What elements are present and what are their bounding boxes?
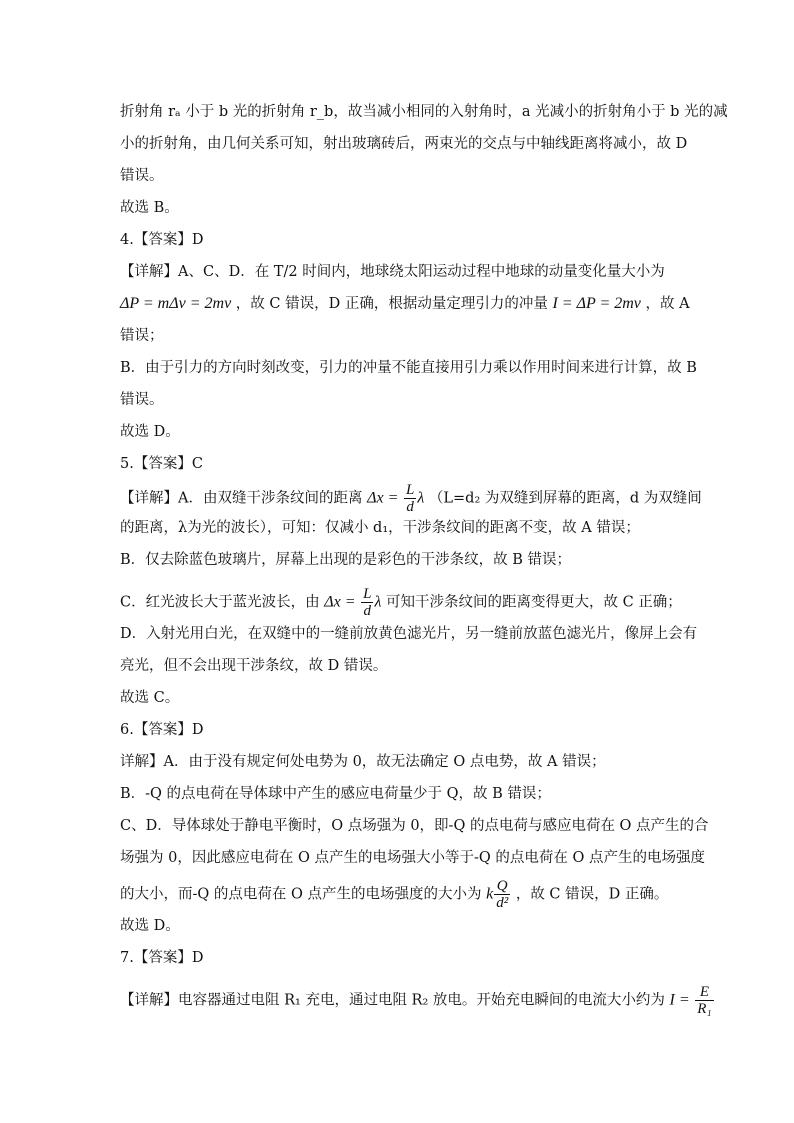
text-line: 场强为 0，因此感应电荷在 O 点产生的电场强大小等于-Q 的点电荷在 O 点产生的电场强度 [120, 850, 705, 866]
fraction-E-over-R1: $\frac{E}{\text{R₁}}$ [697, 984, 712, 1017]
text-line: 亮光，但不会出现干涉条纹，故 D 错误。 [120, 658, 388, 674]
text-line: 【详解】A、C、D．在 T/2 时间内，地球绕太阳运动过程中地球的动量变化量大小为 [120, 264, 665, 280]
text-segment: C．红光波长大于蓝光波长，由 [120, 594, 320, 611]
text-line-with-formula [120, 482, 702, 515]
text-segment: ，故 C 错误，D 正确，根据动量定理引力的冲量 [235, 296, 548, 312]
fringe-formula-lhs: Δx = [324, 593, 356, 611]
text-line: 故选 C。 [120, 690, 180, 706]
text-line-with-formula [120, 586, 682, 619]
current-formula-lhs: I = [669, 991, 690, 1009]
text-line-with-formula [120, 984, 715, 1017]
answer-heading: 7.【答案】D [120, 950, 204, 966]
text-segment: ，故 C 错误，D 正确。 [515, 886, 669, 903]
text-segment: ，故 A [645, 296, 690, 312]
lambda-symbol: λ [374, 593, 382, 611]
text-line: B．-Q 的点电荷在导体球中产生的感应电荷量少于 Q，故 B 错误； [120, 786, 551, 802]
fraction-L-over-d: $\frac{L}{d}$ [406, 482, 415, 515]
text-segment: （L=d₂ 为双缝到屏幕的距离，d 为双缝间 [428, 490, 702, 507]
lambda-symbol: λ [417, 489, 425, 507]
text-line: 故选 D。 [120, 918, 180, 934]
text-line: 错误。 [120, 392, 164, 408]
text-line: 详解】A．由于没有规定何处电势为 0，故无法确定 O 点电势，故 A 错误； [120, 754, 606, 770]
answer-heading: 6.【答案】D [120, 722, 204, 738]
text-line: 小的折射角，由几何关系可知，射出玻璃砖后，两束光的交点与中轴线距离将减小，故 D [120, 136, 688, 152]
fraction-Q-over-d-squared: $\frac{Q}{\text{d²}}$ [496, 878, 509, 911]
text-line: D．入射光用白光，在双缝中的一缝前放黄色滤光片，另一缝前放蓝色滤光片，像屏上会有 [120, 626, 698, 642]
fringe-formula-lhs: Δx = [367, 489, 399, 507]
text-segment: 可知干涉条纹间的距离变得更大，故 C 正确； [386, 594, 682, 611]
answer-heading: 4.【答案】D [120, 232, 204, 248]
text-line-with-formula [120, 294, 690, 314]
answer-heading: 5.【答案】C [120, 456, 203, 472]
fraction-L-over-d: $\frac{L}{d}$ [363, 586, 372, 619]
text-segment: 【详解】A．由双缝干涉条纹间的距离 [120, 490, 363, 507]
text-segment: 【详解】电容器通过电阻 R₁ 充电，通过电阻 R₂ 放电。开始充电瞬间的电流大小约为 [120, 992, 665, 1009]
text-line: 故选 D。 [120, 424, 180, 440]
coulomb-constant: k [486, 885, 494, 903]
text-line: 故选 B。 [120, 200, 179, 216]
text-line: 折射角 rₐ 小于 b 光的折射角 r_b，故当减小相同的入射角时，a 光减小的折射角小于 b 光的减 [120, 104, 728, 120]
text-line: B．仅去除蓝色玻璃片，屏幕上出现的是彩色的干涉条纹，故 B 错误； [120, 552, 572, 568]
text-line: C、D．导体球处于静电平衡时，O 点场强为 0，即-Q 的点电荷与感应电荷在 O 点产生的合 [120, 818, 709, 834]
text-segment: 的大小，而-Q 的点电荷在 O 点产生的电场强度的大小为 [120, 886, 482, 903]
impulse-formula: I = ΔP = 2mv [552, 295, 641, 312]
text-line-with-formula [120, 878, 668, 911]
text-line: 错误； [120, 328, 164, 344]
text-line: 错误。 [120, 168, 164, 184]
text-line: B．由于引力的方向时刻改变，引力的冲量不能直接用引力乘以作用时间来进行计算，故 B [120, 360, 697, 376]
text-line: 的距离，λ为光的波长），可知：仅减小 d₁，干涉条纹间的距离不变，故 A 错误； [120, 520, 640, 536]
momentum-formula: ΔP = mΔv = 2mv [120, 295, 232, 312]
